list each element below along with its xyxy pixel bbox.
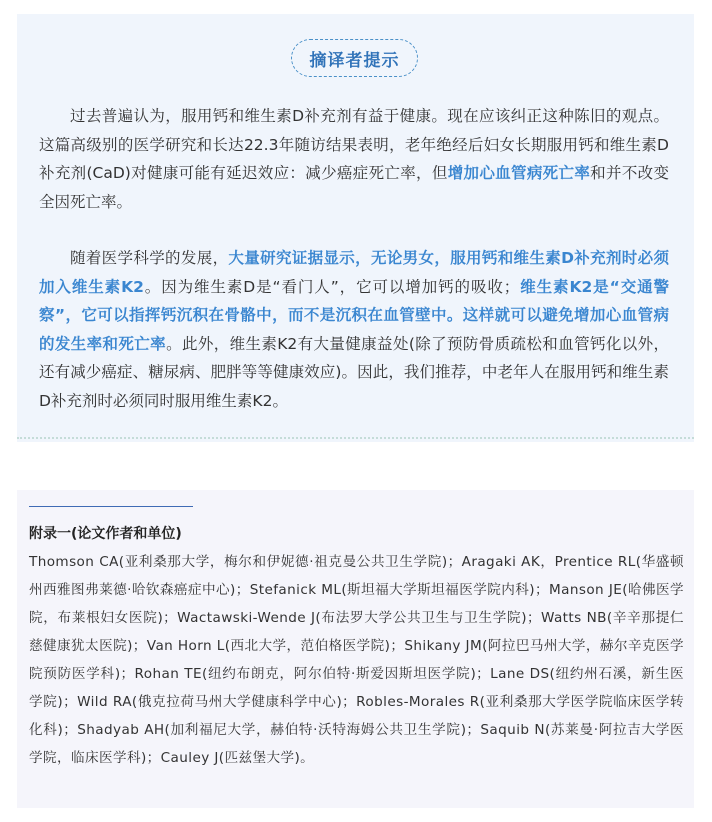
appendix-authors: Thomson CA(亚利桑那大学，梅尔和伊妮德·祖克曼公共卫生学院)；Aragaki AK，Prentice RL(华盛顿州西雅图弗莱德·哈钦森癌症中心)；Stefanick ML(斯坦福大学斯坦福医学院内科)；Manson JE(哈佛医学院，布莱根妇女医院)；Wactawski-Wende J(布法罗大学公共卫生与卫生学院)；Watts NB(辛辛那提仁慈健康犹太医院)；Van Horn L(西北大学，范伯格医学院)；Shikany JM(阿拉巴马州大学，赫尔辛克医学院预防医学科)；Rohan TE(纽约布朗克，阿尔伯特·斯爱因斯坦医学院)；Lane DS(纽约州石溪，新生医学院)；Wild RA(俄克拉荷马州大学健康科学中心)；Robles-Morales R(亚利桑那大学医学院临床医学转化科)；Shadyab AH(加利福尼大学，赫伯特·沃特海姆公共卫生学院)；Saquib N(苏莱曼·阿拉吉大学医学院，临床医学科)；Cauley J(匹兹堡大学)。	[29, 554, 684, 766]
summary-box	[17, 14, 694, 442]
summary-paragraph-2	[39, 244, 669, 415]
highlighted-text: 大量研究证据显示，无论男女，服用钙和维生素D补充剂时必须加入维生素K2	[39, 249, 669, 296]
summary-title: 摘译者提示	[291, 39, 418, 77]
appendix-heading: 附录一(论文作者和单位)	[29, 526, 182, 542]
text-segment: 。此外，维生素K2有大量健康益处(除了预防骨质疏松和血管钙化以外，还有减少癌症、糖尿病、肥胖等等健康效应)。因此，我们推荐，中老年人在服用钙和维生素D补充剂时必须同时服用维生素K2。	[39, 334, 669, 410]
text-segment: 随着医学科学的发展，	[70, 249, 229, 267]
summary-paragraph-1	[39, 102, 669, 216]
appendix-box	[17, 490, 694, 808]
text-segment: 。因为维生素D是“看门人”，它可以增加钙的吸收；	[143, 277, 520, 296]
highlighted-text: 维生素K2是“交通警察”，它可以指挥钙沉积在骨骼中，而不是沉积在血管壁中。这样就可以避免增加心血管病的发生率和死亡率	[39, 277, 670, 353]
highlighted-text: 增加心血管病死亡率	[447, 164, 591, 182]
appendix-divider	[29, 506, 193, 507]
text-segment: 和并不改变全因死亡率。	[39, 164, 669, 211]
text-segment: 过去普遍认为，服用钙和维生素D补充剂有益于健康。现在应该纠正这种陈旧的观点。这篇高级别的医学研究和长达22.3年随访结果表明，老年绝经后妇女长期服用钙和维生素D补充剂(CaD)对健康可能有延迟效应：减少癌症死亡率，但	[39, 107, 669, 182]
